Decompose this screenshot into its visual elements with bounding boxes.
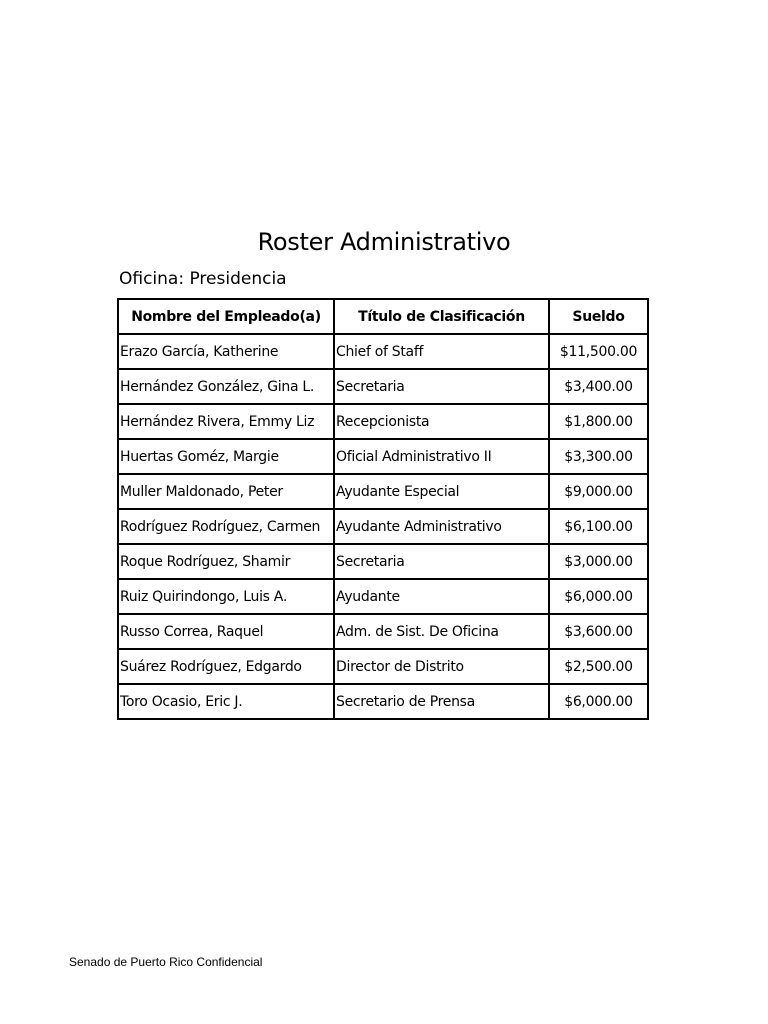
cell-employee-name: Toro Ocasio, Eric J. bbox=[118, 684, 334, 719]
cell-salary: $3,400.00 bbox=[549, 369, 648, 404]
cell-employee-name: Russo Correa, Raquel bbox=[118, 614, 334, 649]
table-row bbox=[118, 334, 648, 369]
roster-table-body bbox=[118, 334, 648, 719]
table-header-row bbox=[118, 299, 648, 334]
table-row bbox=[118, 474, 648, 509]
cell-salary: $11,500.00 bbox=[549, 334, 648, 369]
cell-salary: $6,000.00 bbox=[549, 684, 648, 719]
table-row bbox=[118, 579, 648, 614]
column-header-name: Nombre del Empleado(a) bbox=[118, 299, 334, 334]
cell-salary: $3,000.00 bbox=[549, 544, 648, 579]
cell-classification-title: Secretario de Prensa bbox=[334, 684, 549, 719]
cell-salary: $6,000.00 bbox=[549, 579, 648, 614]
cell-classification-title: Chief of Staff bbox=[334, 334, 549, 369]
cell-employee-name: Erazo García, Katherine bbox=[118, 334, 334, 369]
footer-confidential: Senado de Puerto Rico Confidencial bbox=[69, 955, 263, 969]
table-row bbox=[118, 544, 648, 579]
cell-classification-title: Adm. de Sist. De Oficina bbox=[334, 614, 549, 649]
cell-salary: $3,300.00 bbox=[549, 439, 648, 474]
roster-table bbox=[117, 298, 649, 720]
cell-salary: $6,100.00 bbox=[549, 509, 648, 544]
cell-employee-name: Hernández González, Gina L. bbox=[118, 369, 334, 404]
cell-classification-title: Ayudante Administrativo bbox=[334, 509, 549, 544]
cell-employee-name: Rodríguez Rodríguez, Carmen bbox=[118, 509, 334, 544]
cell-salary: $1,800.00 bbox=[549, 404, 648, 439]
cell-employee-name: Muller Maldonado, Peter bbox=[118, 474, 334, 509]
table-row bbox=[118, 404, 648, 439]
cell-classification-title: Director de Distrito bbox=[334, 649, 549, 684]
table-row bbox=[118, 509, 648, 544]
cell-salary: $2,500.00 bbox=[549, 649, 648, 684]
cell-classification-title: Oficial Administrativo II bbox=[334, 439, 549, 474]
table-row bbox=[118, 614, 648, 649]
column-header-salary: Sueldo bbox=[549, 299, 648, 334]
cell-employee-name: Ruiz Quirindongo, Luis A. bbox=[118, 579, 334, 614]
cell-salary: $9,000.00 bbox=[549, 474, 648, 509]
cell-classification-title: Secretaria bbox=[334, 544, 549, 579]
cell-employee-name: Hernández Rivera, Emmy Liz bbox=[118, 404, 334, 439]
cell-classification-title: Ayudante Especial bbox=[334, 474, 549, 509]
table-row bbox=[118, 649, 648, 684]
cell-classification-title: Secretaria bbox=[334, 369, 549, 404]
table-row bbox=[118, 684, 648, 719]
table-row bbox=[118, 369, 648, 404]
cell-classification-title: Ayudante bbox=[334, 579, 549, 614]
office-label: Oficina: Presidencia bbox=[119, 269, 287, 289]
page-title: Roster Administrativo bbox=[257, 228, 511, 256]
cell-classification-title: Recepcionista bbox=[334, 404, 549, 439]
table-row bbox=[118, 439, 648, 474]
cell-employee-name: Huertas Goméz, Margie bbox=[118, 439, 334, 474]
column-header-title: Título de Clasificación bbox=[334, 299, 549, 334]
cell-employee-name: Roque Rodríguez, Shamir bbox=[118, 544, 334, 579]
cell-employee-name: Suárez Rodríguez, Edgardo bbox=[118, 649, 334, 684]
cell-salary: $3,600.00 bbox=[549, 614, 648, 649]
